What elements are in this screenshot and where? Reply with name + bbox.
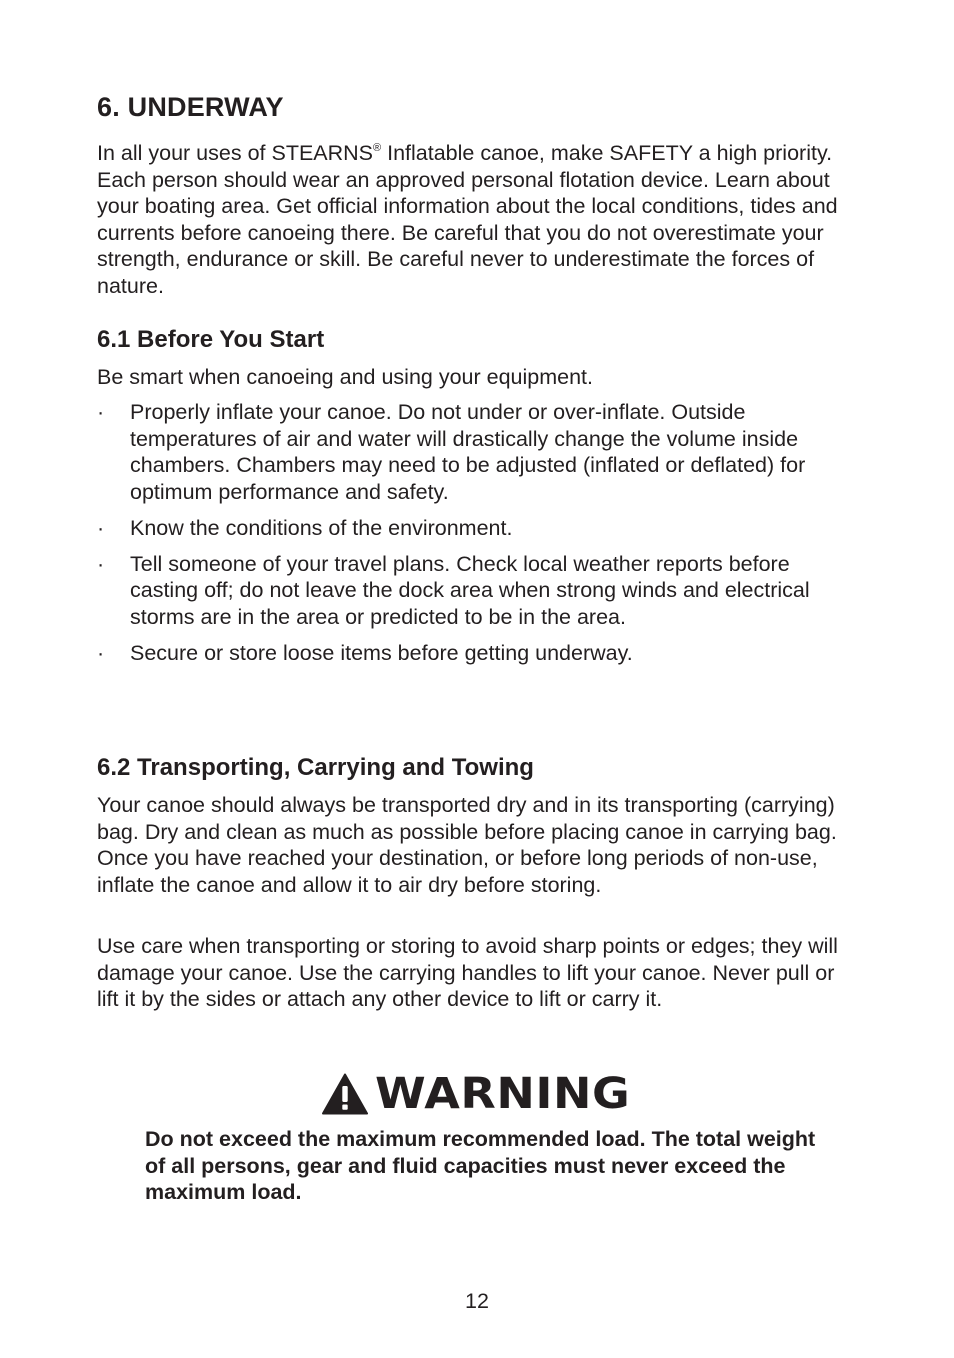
bullet-marker: · — [97, 551, 105, 576]
list-item — [97, 399, 817, 505]
intro-text-start: In all your uses of STEARNS — [97, 141, 374, 165]
section-title: 6. UNDERWAY — [97, 92, 284, 122]
list-item — [97, 551, 817, 631]
registered-mark: ® — [373, 142, 382, 154]
warning-heading — [322, 1069, 631, 1119]
page-number: 12 — [465, 1289, 489, 1313]
before-start-list — [97, 399, 817, 676]
list-item-text: Properly inflate your canoe. Do not under or over-inflate. Outside temperatures of air and water will drastically change the volume inside chambers. Chambers may need to be adjusted (inflated or deflated) for optimum performance and safety. — [130, 400, 806, 504]
warning-triangle-icon — [322, 1073, 368, 1115]
warning-text: Do not exceed the maximum recommended load. The total weight of all persons, gear and fluid capacities must never exceed the maximum load. — [145, 1127, 816, 1204]
intro-paragraph — [97, 140, 847, 299]
list-item — [97, 515, 817, 542]
list-item-text: Secure or store loose items before getting underway. — [130, 640, 633, 665]
list-item-text: Know the conditions of the environment. — [130, 515, 513, 540]
bullet-marker: · — [97, 515, 105, 540]
subsection-title-before-start: 6.1 Before You Start — [97, 326, 325, 353]
before-start-lead: Be smart when canoeing and using your equipment. — [97, 365, 594, 389]
bullet-marker: · — [97, 400, 105, 424]
list-item-text: Tell someone of your travel plans. Check local weather reports before casting off; do not leave the dock area when strong winds and electrical storms are in the area or predicted to be in the area. — [130, 551, 810, 629]
intro-text-rest: Inflatable canoe, make SAFETY a high priority. Each person should wear an approved personal flotation device. Learn about your boating area. Get official information about the local conditions, tides and currents before canoeing there. Be careful that you do not overestimate your strength, endurance or skill. Be careful never to underestimate the forces of nature. — [97, 141, 838, 298]
bullet-marker: · — [97, 640, 105, 665]
warning-label: WARNING — [375, 1069, 631, 1119]
subsection-title-transporting: 6.2 Transporting, Carrying and Towing — [97, 754, 534, 781]
list-item — [97, 640, 817, 667]
transporting-paragraph-1: Your canoe should always be transported dry and in its transporting (carrying) bag. Dry and clean as much as possible before placing canoe in carrying bag. Once you have reached your destination, or before long periods of non-use, inflate the canoe and allow it to air dry before storing. — [97, 793, 837, 897]
transporting-paragraph-2: Use care when transporting or storing to avoid sharp points or edges; they will damage your canoe. Use the carrying handles to lift your canoe. Never pull or lift it by the sides or attach any other device to lift or carry it. — [97, 934, 838, 1011]
